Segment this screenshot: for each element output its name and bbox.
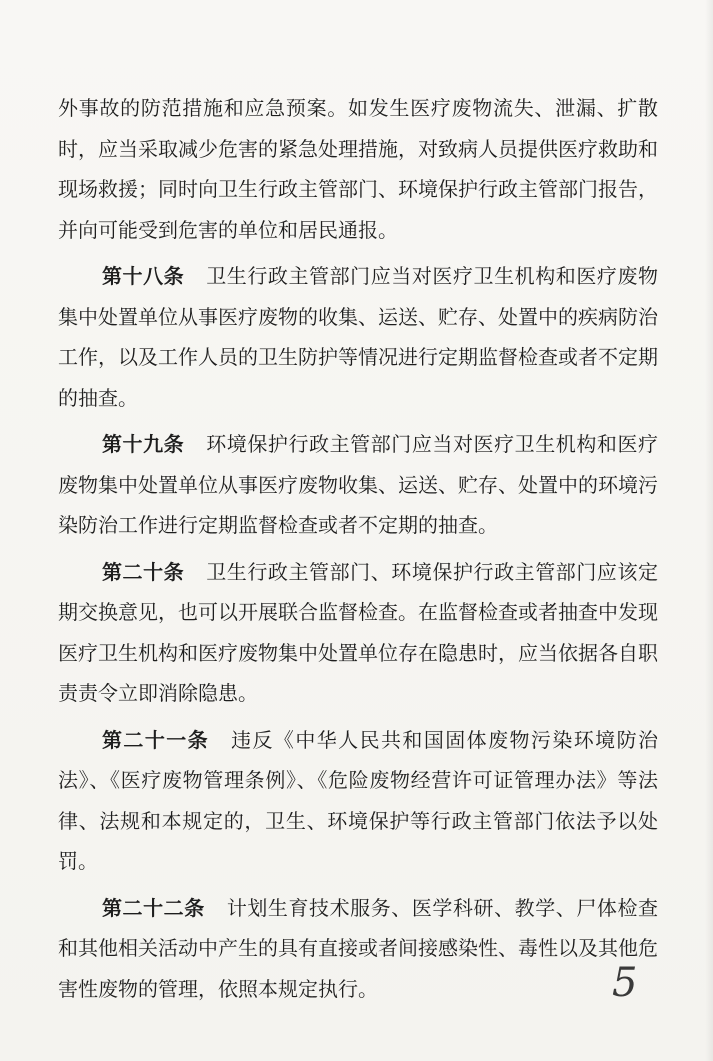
- article-text: 环境保护行政主管部门应当对医疗卫生机构和医疗废物集中处置单位从事医疗废物收集、运送、贮存、处置中的环境污染防治工作进行定期监督检查或者不定期的抽查。: [58, 432, 659, 537]
- article-20: [58, 552, 658, 714]
- page-number: 5: [612, 960, 638, 1006]
- article-heading: 第二十二条: [102, 895, 205, 920]
- article-heading: 第十八条: [102, 264, 185, 288]
- article-21: [58, 720, 658, 882]
- article-text: 卫生行政主管部门、环境保护行政主管部门应该定期交换意见，也可以开展联合监督检查。在监督检查或者抽查中发现医疗卫生机构和医疗废物集中处置单位存在隐患时，应当依据各自职责责令立即消除隐患。: [58, 559, 659, 705]
- article-text: 违反《中华人民共和国固体废物污染环境防治法》、《医疗废物管理条例》、《危险废物经营许可证管理办法》等法律、法规和本规定的，卫生、环境保护等行政主管部门依法予以处罚。: [58, 727, 659, 873]
- article-19: [58, 424, 658, 546]
- article-heading: 第二十一条: [102, 727, 210, 752]
- paragraph-text: 外事故的防范措施和应急预案。如发生医疗废物流失、泄漏、扩散时，应当采取减少危害的紧急处理措施，对致病人员提供医疗救助和现场救援；同时向卫生行政主管部门、环境保护行政主管部门报告，并向可能受到危害的单位和居民通报。: [58, 96, 658, 242]
- article-heading: 第十九条: [102, 432, 185, 456]
- document-body: [58, 88, 658, 1015]
- scan-edge: [705, 0, 713, 1061]
- paragraph-continuation: [58, 88, 658, 250]
- article-heading: 第二十条: [102, 559, 185, 584]
- article-text: 卫生行政主管部门应当对医疗卫生机构和医疗废物集中处置单位从事医疗废物的收集、运送、贮存、处置中的疾病防治工作，以及工作人员的卫生防护等情况进行定期监督检查或者不定期的抽查。: [58, 264, 659, 410]
- article-text: 计划生育技术服务、医学科研、教学、尸体检查和其他相关活动中产生的具有直接或者间接感染性、毒性以及其他危害性废物的管理，依照本规定执行。: [58, 895, 659, 1001]
- article-18: [58, 256, 658, 418]
- article-22: [58, 888, 658, 1010]
